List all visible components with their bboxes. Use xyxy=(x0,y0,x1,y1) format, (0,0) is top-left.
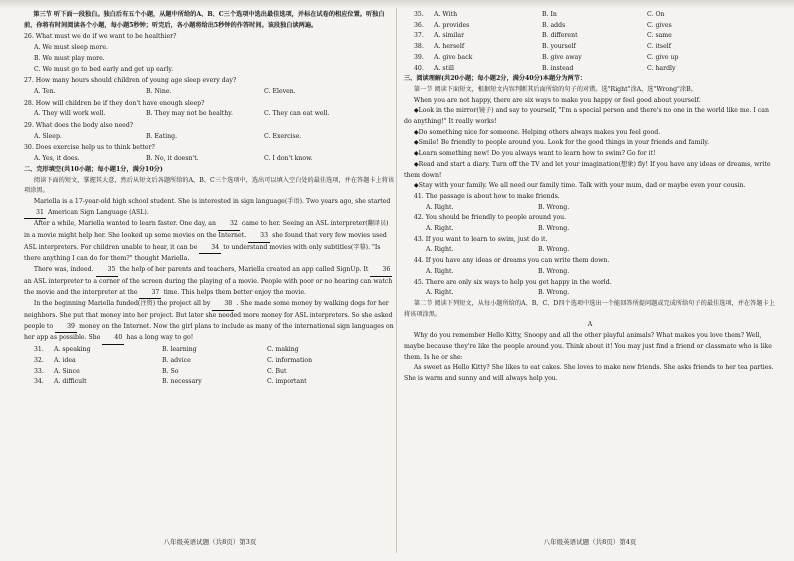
page-divider xyxy=(396,8,397,553)
option-row xyxy=(24,109,396,120)
option: C. same xyxy=(647,32,672,40)
option: A. Right. xyxy=(426,246,454,254)
question-number: 35. xyxy=(414,11,424,18)
reading-paragraph: ◆Learn something new! Do you always want to learn how to swim? Go for it! xyxy=(413,150,656,158)
reading-paragraph: When you are not happy, there are six ways to make you happy or feel good about yourself. xyxy=(413,96,701,104)
option: B. advice xyxy=(162,356,191,364)
question-number: 38. xyxy=(414,43,424,51)
passage-text: has a long way to go! xyxy=(126,334,194,342)
option: B. learning xyxy=(162,346,197,354)
question-text: 42. You should be friendly to people around you. xyxy=(413,214,567,222)
option: C. But xyxy=(267,367,287,375)
option: B. Wrong. xyxy=(538,267,570,275)
option: B. In xyxy=(542,11,557,18)
cloze-option-row xyxy=(404,64,776,75)
passage-label: A xyxy=(587,321,593,329)
cloze-option-row xyxy=(24,356,396,367)
option: A. herself xyxy=(434,43,465,51)
question-text: 29. What does the body also need? xyxy=(24,122,134,130)
option: A. With xyxy=(434,11,458,18)
question-text: 30. Does exercise help us to think better? xyxy=(24,144,155,152)
page-footer: 八年级英语试题（共8页）第3页 xyxy=(163,538,257,547)
passage-paragraph: As sweet as Hello Kitty? She likes to eat cakes. She loves to make new friends. She asks friends to her tea parties. She is warm and sunny and will always help you. xyxy=(404,364,774,382)
option: A. Right. xyxy=(426,267,454,275)
option: A. Ten. xyxy=(34,87,56,95)
option-row xyxy=(404,267,776,278)
passage-text: the help of her parents and teachers, Mariella created an app called SignUp. It xyxy=(119,266,369,274)
reading-paragraph: ◆Do something nice for someone. Helping others always makes you feel good. xyxy=(413,128,661,136)
option: B. instead xyxy=(542,64,574,72)
option: C. On xyxy=(647,11,665,18)
option: A. Right. xyxy=(426,203,454,211)
passage-text: money on the Internet. Now the girl plans to include as many of the international sign languages on her app as possible. She xyxy=(24,322,394,342)
passage-paragraph: Why do you remember Hello Kitty, Snoopy and all the other playful animals? What makes you love them? Well, maybe because they're like the people around you. Think about it! You may just find a friend or classmate who is like them. Is he or she: xyxy=(404,332,772,361)
option: A. Right. xyxy=(426,225,454,233)
question-text: 28. How will children be if they don't have enough sleep? xyxy=(24,99,205,107)
option: B. Eating. xyxy=(146,132,178,140)
section2-instructions: 第二节 阅读下列短文，从每小题所给的A、B、C、D四个选项中选出一个能回答所提问题或完成所给句子的最佳选项，并在答题卡上将该项涂黑。 xyxy=(404,299,775,318)
true-false-questions xyxy=(404,192,776,299)
blank-38: 38 xyxy=(212,299,234,311)
question-text: 43. If you want to learn to swim, just do it. xyxy=(413,235,548,243)
part3-header: 三、阅读理解(共20小题；每小题2分，满分40分)本题分为两节： xyxy=(404,75,587,83)
option: A. provides xyxy=(434,21,470,29)
question-number: 32. xyxy=(34,356,44,364)
passage-text: to understand movies with only subtitles(字幕). "Is there anything I can do for them?" thought Mariella. xyxy=(24,243,381,263)
question-number: 37. xyxy=(414,32,424,40)
passage-text: American Sign Language (ASL). xyxy=(47,208,149,216)
blank-33: 33 xyxy=(248,231,270,243)
blank-35: 35 xyxy=(96,265,118,277)
passage-text: There was, indeed. xyxy=(33,266,94,274)
option: A. similar xyxy=(434,32,465,40)
question-text: 45. There are only six ways to help you get happy in the world. xyxy=(413,278,612,286)
section1-instructions: 第一节 阅读下面短文，根据短文内容判断其后面所给的句子的对错。选"Right"涂A，选"Wrong"涂B。 xyxy=(413,85,697,93)
option: B. So xyxy=(162,367,179,375)
option-row xyxy=(404,245,776,256)
part2-header: 二、完形填空(共10小题；每小题1分，满分10分) xyxy=(24,165,163,173)
option: B. necessary xyxy=(162,378,202,386)
cloze-option-row xyxy=(24,377,396,388)
option: C. making xyxy=(267,346,299,354)
question-number: 40. xyxy=(414,64,424,72)
passage-text: came to her. Seeing an ASL interpreter(翻译员) in a movie might help her. She looked up some movies on the Internet. xyxy=(24,220,389,240)
option: B. Wrong. xyxy=(538,203,570,211)
passage-text: she found that very few movies used ASL interpreters. For children unable to hear, it can be xyxy=(24,232,387,251)
scan-top-edge xyxy=(0,0,794,8)
option: B. Wrong. xyxy=(538,246,570,254)
cloze-options-cont xyxy=(404,10,776,74)
option: A. Yes, it does. xyxy=(34,155,80,163)
option: B. No, it doesn't. xyxy=(146,155,199,163)
option: A. We must sleep more. xyxy=(34,44,108,52)
option: C. Eleven. xyxy=(264,87,296,95)
option: A. difficult xyxy=(54,378,87,386)
listening-questions xyxy=(24,32,396,164)
blank-34: 34 xyxy=(199,243,221,255)
question-number: 34. xyxy=(34,378,44,386)
option: A. idea xyxy=(54,356,76,364)
cloze-option-row xyxy=(404,42,776,53)
option: A. still xyxy=(434,64,455,72)
question-number: 33. xyxy=(34,367,44,375)
option: C. gives xyxy=(647,21,672,29)
reading-paragraph: ◆Stay with your family. We all need our family time. Talk with your mum, dad or maybe even your cousin. xyxy=(413,182,746,190)
blank-31: 31 xyxy=(24,208,46,220)
cloze-option-row xyxy=(24,367,396,378)
option-row xyxy=(24,154,396,165)
question-number: 31. xyxy=(34,346,44,354)
blank-32: 32 xyxy=(218,219,240,231)
reading-paragraph: ◆Look in the mirror(镜子) and say to yourself, "I'm a special person and there's no one in the world like me. I can do anything!" It really works! xyxy=(404,107,769,126)
passage-text: After a while, Mariella wanted to learn faster. One day, an xyxy=(33,220,216,228)
cloze-option-row xyxy=(404,21,776,32)
option: B. adds xyxy=(542,21,566,29)
option: A. Since xyxy=(54,367,80,375)
option: B. They may not be healthy. xyxy=(146,110,233,118)
page-4 xyxy=(404,10,776,550)
passage-text: an ASL interpreter to a corner of the screen during the playing of a movie. People with poor or no hearing can watch the movie and the interpreter at the xyxy=(24,277,393,296)
blank-36: 36 xyxy=(370,265,392,277)
blank-39: 39 xyxy=(55,322,77,334)
option: A. Right. xyxy=(426,289,454,297)
option: A. speaking xyxy=(54,346,91,354)
question-number: 39. xyxy=(414,53,424,61)
passage-text: Mariella is a 17-year-old high school student. She is interested in sign language(手语). Two years ago, she started xyxy=(33,197,391,205)
blank-37: 37 xyxy=(139,288,161,300)
question-number: 36. xyxy=(414,21,424,29)
option: C. They can eat well. xyxy=(264,110,330,118)
passage-text: In the beginning Mariella funded(注资) the project all by xyxy=(33,300,211,308)
reading-passage xyxy=(404,96,776,192)
option: B. give away xyxy=(542,53,582,61)
option: C. We must go to bed early and get up early. xyxy=(34,65,174,73)
cloze-option-row xyxy=(404,10,776,21)
question-text: 27. How many hours should children of young age sleep every day? xyxy=(24,77,237,85)
page-footer: 八年级英语试题（共8页）第4页 xyxy=(543,538,637,547)
blank-40: 40 xyxy=(102,333,124,345)
option: B. We must play more. xyxy=(34,54,105,62)
page-3 xyxy=(24,10,396,550)
option: B. yourself xyxy=(542,43,576,51)
question-text: 26. What must we do if we want to be healthier? xyxy=(24,33,177,41)
option: B. Nine. xyxy=(146,87,172,95)
cloze-passage xyxy=(24,197,396,345)
option: A. give back xyxy=(434,53,473,61)
option: B. different xyxy=(542,32,578,40)
passage-text: . She made some money by walking dogs for her neighbors. She put that money into her project. But later she needed more money for ASL interpreters. So she asked people to xyxy=(24,300,393,330)
option: B. Wrong. xyxy=(538,289,570,297)
passage-text: time. This helps them better enjoy the movie. xyxy=(163,288,307,296)
option: C. hardly xyxy=(647,64,676,72)
option-row xyxy=(24,87,396,98)
section3-header: 第三节 听下面一段独白。独白后有五个小题，从题中所给的A、B、C三个选项中选出最佳选项，并标在试卷的相应位置。听独白前，你将有时间阅读各个小题，每小题5秒钟；听完后，各小题将给出5秒钟的作答时间。该段独白读两遍。 xyxy=(24,11,385,29)
cloze-option-row xyxy=(404,31,776,42)
option-row xyxy=(404,224,776,235)
cloze-option-row xyxy=(404,53,776,64)
reading-paragraph: ◆Read and start a diary. Turn off the TV and let your imagination(想象) fly! If you have any ideas or dreams, write them down! xyxy=(404,160,771,179)
option: C. I don't know. xyxy=(264,155,313,163)
passage-a xyxy=(404,331,776,385)
option: A. They will work well. xyxy=(34,110,106,118)
option: C. important xyxy=(267,378,307,386)
option-row xyxy=(404,288,776,299)
option: B. Wrong. xyxy=(538,225,570,233)
option: C. Exercise. xyxy=(264,132,302,140)
part2-instructions: 阅读下面的短文，掌握其大意，然后从短文后各题所给的A、B、C三个选项中，选出可以填入空白处的最佳选项，并在答题卡上将该项涂黑。 xyxy=(24,176,395,195)
option: A. Sleep. xyxy=(34,132,62,140)
cloze-option-row xyxy=(24,345,396,356)
reading-paragraph: ◆Smile! Be friendly to people around you. Look for the good things in your friends and family. xyxy=(413,139,710,147)
option-row xyxy=(404,203,776,214)
option: C. information xyxy=(267,356,313,364)
option-row xyxy=(24,132,396,143)
question-text: 44. If you have any ideas or dreams you can write them down. xyxy=(413,257,610,265)
option: C. give up xyxy=(647,53,679,61)
option: C. itself xyxy=(647,43,672,51)
question-text: 41. The passage is about how to make friends. xyxy=(413,192,560,200)
cloze-options xyxy=(24,345,396,388)
